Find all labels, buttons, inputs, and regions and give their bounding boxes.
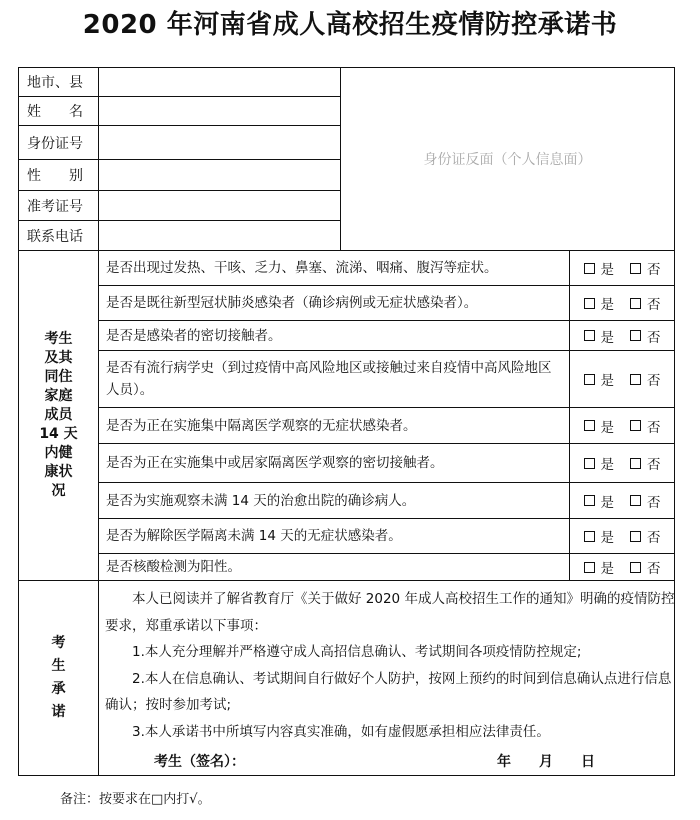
date-label: 年 月 日 (497, 754, 595, 770)
question-7: 是否为实施观察未满 14 天的治愈出院的确诊病人。 (106, 492, 416, 509)
document-title: 2020 年河南省成人高校招生疫情防控承诺书 (82, 10, 618, 40)
checkbox-icon[interactable] (630, 531, 641, 542)
answer-row-1 (570, 251, 674, 285)
question-8: 是否为解除医学隔离未满 14 天的无症状感染者。 (106, 528, 402, 544)
answer-row-4 (570, 351, 674, 407)
health-section-label: 考生 及其 同住 家庭 成员 14 天 内健 康状 况 (39, 331, 78, 499)
question-3: 是否是感染者的密切接触者。 (106, 327, 282, 344)
yes-option[interactable]: 是 (584, 557, 615, 577)
checkbox-icon[interactable] (584, 420, 595, 431)
checkbox-icon[interactable] (630, 458, 641, 469)
field-label-gender: 性 别 (27, 168, 83, 184)
id-card-photo-area[interactable]: 身份证反面（个人信息面） (423, 152, 592, 168)
question-6: 是否为正在实施集中或居家隔离医学观察的密切接触者。 (106, 455, 444, 471)
checkbox-icon[interactable] (584, 374, 595, 385)
field-input-id-number[interactable] (99, 126, 340, 159)
answer-row-2 (570, 286, 674, 320)
no-option[interactable]: 否 (630, 557, 661, 577)
field-input-phone[interactable] (99, 221, 340, 250)
footnote: 备注：按要求在□内打√。 (60, 792, 211, 807)
pledge-item-2: 2.本人在信息确认、考试期间自行做好个人防护，按网上预约的时间到信息确认点进行信息确认；按时参加考试; (105, 670, 672, 713)
answer-row-7 (570, 483, 674, 518)
checkbox-icon[interactable] (584, 458, 595, 469)
checkbox-icon[interactable] (630, 420, 641, 431)
no-option[interactable]: 否 (630, 258, 661, 278)
checkbox-icon[interactable] (630, 298, 641, 309)
pledge-item-3: 3.本人承诺书中所填写内容真实准确，如有虚假愿承担相应法律责任。 (132, 723, 550, 740)
checkbox-icon[interactable] (630, 374, 641, 385)
checkbox-icon[interactable] (630, 263, 641, 274)
checkbox-icon[interactable] (584, 263, 595, 274)
no-option[interactable]: 否 (630, 369, 661, 389)
checkbox-icon[interactable] (630, 495, 641, 506)
pledge-item-1: 1.本人充分理解并严格遵守成人高招信息确认、考试期间各项疫情防控规定; (132, 644, 582, 660)
answer-row-3 (570, 321, 674, 350)
field-input-city[interactable] (99, 68, 340, 96)
checkbox-icon[interactable] (584, 531, 595, 542)
checkbox-icon[interactable] (584, 562, 595, 573)
field-label-admission-number: 准考证号 (27, 198, 83, 215)
field-input-admission-number[interactable] (99, 191, 340, 220)
question-1: 是否出现过发热、干咳、乏力、鼻塞、流涕、咽痛、腹泻等症状。 (106, 260, 498, 276)
field-input-name[interactable] (99, 97, 340, 125)
answer-row-6 (570, 444, 674, 482)
yes-option[interactable]: 是 (584, 416, 615, 436)
no-option[interactable]: 否 (630, 293, 661, 313)
pledge-intro: 本人已阅读并了解省教育厅《关于做好 2020 年成人高校招生工作的通知》明确的疫情防控要求，郑重承诺以下事项： (105, 591, 675, 634)
question-2: 是否是既往新型冠状肺炎感染者（确诊病例或无症状感染者）。 (106, 295, 478, 311)
checkbox-icon[interactable] (584, 298, 595, 309)
yes-option[interactable]: 是 (584, 293, 615, 313)
yes-option[interactable]: 是 (584, 526, 615, 546)
question-5: 是否为正在实施集中隔离医学观察的无症状感染者。 (106, 417, 417, 434)
no-option[interactable]: 否 (630, 453, 661, 473)
answer-row-8 (570, 519, 674, 553)
field-input-gender[interactable] (99, 160, 340, 190)
checkbox-icon[interactable] (584, 495, 595, 506)
yes-option[interactable]: 是 (584, 326, 615, 346)
yes-option[interactable]: 是 (584, 453, 615, 473)
signature-label: 考生（签名）： (154, 754, 245, 770)
checkbox-icon[interactable] (584, 330, 595, 341)
field-label-name: 姓 名 (27, 104, 83, 120)
field-label-city: 地市、县 (27, 75, 83, 91)
field-label-id-number: 身份证号 (27, 135, 83, 152)
answer-row-9 (570, 554, 674, 580)
checkbox-icon[interactable] (630, 330, 641, 341)
pledge-text (105, 586, 675, 745)
yes-option[interactable]: 是 (584, 369, 615, 389)
checkbox-icon[interactable] (630, 562, 641, 573)
no-option[interactable]: 否 (630, 326, 661, 346)
question-9: 是否核酸检测为阳性。 (106, 559, 241, 575)
answer-row-5 (570, 408, 674, 443)
no-option[interactable]: 否 (630, 491, 661, 511)
no-option[interactable]: 否 (630, 416, 661, 436)
field-label-phone: 联系电话 (27, 228, 83, 245)
yes-option[interactable]: 是 (584, 258, 615, 278)
signature-field[interactable] (262, 751, 462, 771)
no-option[interactable]: 否 (630, 526, 661, 546)
pledge-section-label: 考 生 承 诺 (51, 635, 66, 720)
yes-option[interactable]: 是 (584, 491, 615, 511)
question-4: 是否有流行病学史（到过疫情中高风险地区或接触过来自疫情中高风险地区人员）。 (106, 360, 552, 398)
